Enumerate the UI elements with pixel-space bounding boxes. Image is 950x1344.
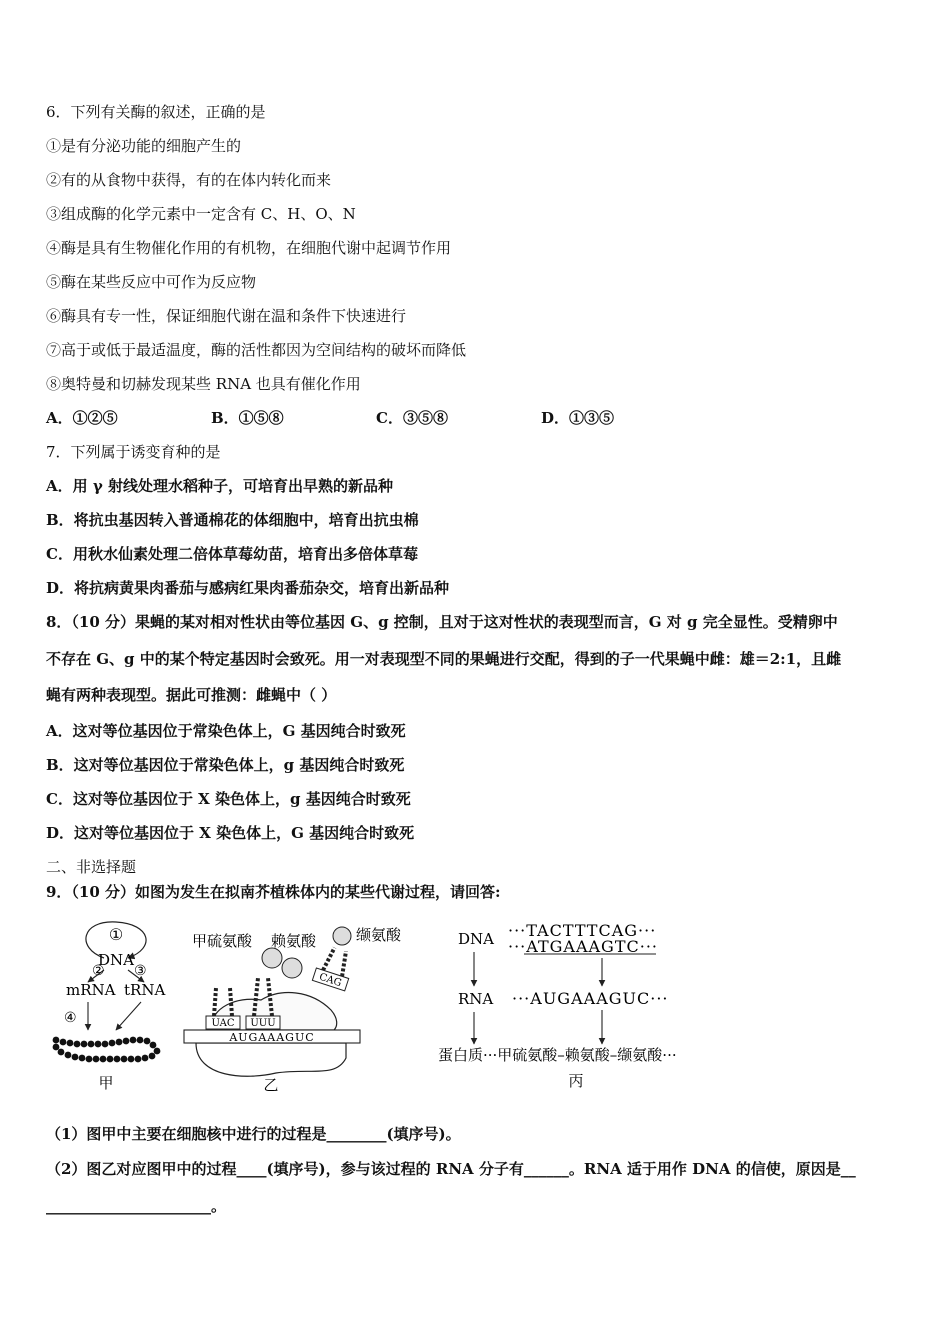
dna-strand-1: ···TACTTTCAG···	[508, 921, 657, 940]
panel-yi	[184, 926, 402, 1094]
caption-bing: 丙	[568, 1072, 584, 1090]
protein-line: 蛋白质···甲硫氨酸–赖氨酸–缬氨酸···	[438, 1046, 677, 1064]
label-lysine: 赖氨酸	[271, 932, 317, 950]
rna-sequence: ···AUGAAAGUC···	[512, 989, 669, 1008]
bing-rna-label: RNA	[458, 990, 494, 1008]
panel-jia	[53, 922, 166, 1092]
circle-2: ②	[92, 963, 105, 979]
q8-stem-line-3: 蝇有两种表现型。据此可推测：雌蝇中（ ）	[46, 686, 337, 704]
q6-statement-8: ⑧奥特曼和切赫发现某些 RNA 也具有催化作用	[46, 375, 361, 393]
q8-option-c: C．这对等位基因位于 X 染色体上，g 基因纯合时致死	[46, 790, 411, 808]
q9-sub-2-line-1: （2）图乙对应图甲中的过程____(填序号)，参与该过程的 RNA 分子有______。RNA 适于用作 DNA 的信使，原因是__	[46, 1160, 856, 1178]
q9-figure	[46, 918, 726, 1098]
q8-option-a: A．这对等位基因位于常染色体上，G 基因纯合时致死	[46, 722, 406, 740]
q7-option-a: A．用 γ 射线处理水稻种子，可培育出早熟的新品种	[46, 477, 393, 495]
q6-statement-2: ②有的从食物中获得，有的在体内转化而来	[46, 171, 332, 189]
q7-option-d: D．将抗病黄果肉番茄与感病红果肉番茄杂交，培育出新品种	[46, 579, 450, 597]
label-valine: 缬氨酸	[356, 926, 402, 944]
circle-4: ④	[64, 1010, 77, 1026]
q8-option-b: B．这对等位基因位于常染色体上，g 基因纯合时致死	[46, 756, 405, 774]
q7-option-b: B．将抗虫基因转入普通棉花的体细胞中，培育出抗虫棉	[46, 511, 419, 529]
q6-stem: 6．下列有关酶的叙述，正确的是	[46, 103, 266, 121]
incoming-trna	[312, 944, 356, 991]
section-heading: 二、非选择题	[46, 858, 137, 876]
mrna-sequence: AUGAAAGUC	[229, 1031, 315, 1044]
ribosome-large-subunit	[196, 1043, 346, 1076]
q6-statement-6: ⑥酶具有专一性，保证细胞代谢在温和条件下快速进行	[46, 307, 407, 325]
q6-statement-4: ④酶是具有生物催化作用的有机物，在细胞代谢中起调节作用	[46, 239, 452, 257]
q9-sub-2-line-2: ______________________。	[46, 1197, 227, 1215]
dna-label: DNA	[98, 951, 134, 969]
q6-statement-3: ③组成酶的化学元素中一定含有 C、H、O、N	[46, 205, 356, 223]
q8-option-d: D．这对等位基因位于 X 染色体上，G 基因纯合时致死	[46, 824, 415, 842]
q8-stem-line-1: 8．（10 分）果蝇的某对相对性状由等位基因 G、g 控制，且对于这对性状的表现型而言，G 对 g 完全显性。受精卵中	[46, 613, 838, 631]
mrna-label: mRNA	[66, 981, 116, 999]
q6-option-a: A．①②⑤	[46, 409, 118, 427]
amino-acid-3	[333, 927, 351, 945]
q6-option-d: D．①③⑤	[541, 409, 615, 427]
q7-stem: 7．下列属于诱变育种的是	[46, 443, 221, 461]
q8-stem-line-2: 不存在 G、g 中的某个特定基因时会致死。用一对表现型不同的果蝇进行交配，得到的子一代果蝇中雌：雄＝2:1，且雌	[46, 650, 842, 668]
dna-strand-2: ···ATGAAAGTC···	[508, 937, 659, 956]
caption-yi: 乙	[263, 1076, 279, 1094]
q9-stem: 9．（10 分）如图为发生在拟南芥植株体内的某些代谢过程，请回答:	[46, 883, 501, 901]
anticodon-2: UUU	[250, 1018, 276, 1029]
amino-acid-1	[262, 948, 282, 968]
q6-statement-1: ①是有分泌功能的细胞产生的	[46, 137, 242, 155]
circle-1: ①	[108, 925, 124, 944]
panel-bing	[438, 921, 677, 1090]
arrow-trna-to-chain	[116, 1002, 141, 1030]
anticodon-1: UAC	[211, 1018, 235, 1029]
caption-jia: 甲	[98, 1074, 114, 1092]
trna-label: tRNA	[124, 981, 166, 999]
q6-statement-7: ⑦高于或低于最适温度，酶的活性都因为空间结构的破坏而降低	[46, 341, 467, 359]
q6-option-c: C．③⑤⑧	[376, 409, 448, 427]
q9-sub-1: （1）图甲中主要在细胞核中进行的过程是________(填序号)。	[46, 1125, 461, 1143]
label-methionine: 甲硫氨酸	[192, 932, 253, 950]
q7-option-c: C．用秋水仙素处理二倍体草莓幼苗，培育出多倍体草莓	[46, 545, 418, 563]
q6-option-b: B．①⑤⑧	[211, 409, 284, 427]
polypeptide-beads	[53, 1037, 161, 1063]
amino-acid-2	[282, 958, 302, 978]
bing-dna-label: DNA	[458, 930, 494, 948]
anticodon-3: CAG	[317, 971, 343, 990]
circle-3: ③	[134, 963, 147, 979]
q6-statement-5: ⑤酶在某些反应中可作为反应物	[46, 273, 257, 291]
